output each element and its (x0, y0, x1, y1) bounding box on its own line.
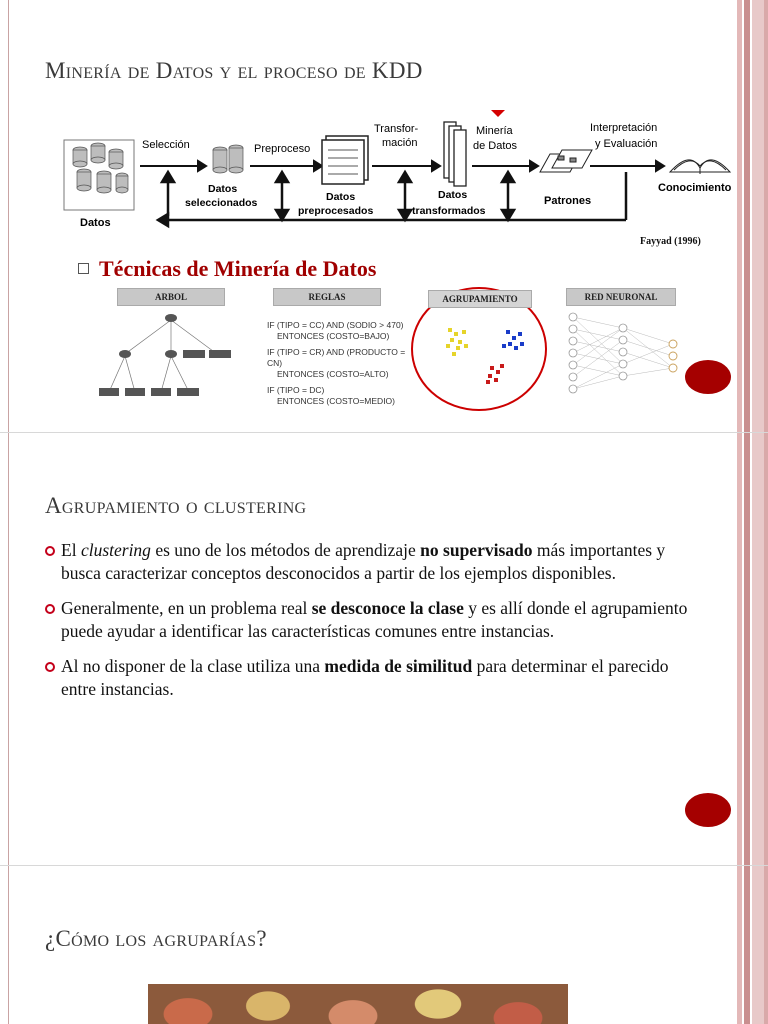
book-icon (670, 160, 730, 174)
highlight-arrow-icon (488, 110, 508, 117)
tree-label: ARBOL (117, 288, 225, 306)
rule-line: IF (TIPO = DC) (267, 385, 325, 395)
stacked-pages-icon (444, 122, 466, 186)
rule-line: IF (TIPO = CR) AND (PRODUCTO = CN) (267, 347, 406, 368)
bullet-item: El clustering es uno de los métodos de aprendizaje no supervisado más importantes y busca caracterizar conceptos desconocidos a partir de los ejemplos disponibles. (45, 539, 695, 584)
label-datos: Datos (80, 217, 111, 229)
kdd-process-diagram (60, 110, 737, 240)
slide-title: ¿Cómo los agruparías? (45, 926, 267, 951)
document-icon (322, 136, 368, 184)
bullet-dot-icon (45, 546, 55, 556)
label-patrones: Patrones (544, 195, 592, 207)
label-datos-pre-1: Datos (326, 191, 356, 203)
rule-line: ENTONCES (COSTO=BAJO) (277, 331, 390, 341)
slide-clustering (0, 433, 737, 865)
slide-title: Minería de Datos y el proceso de KDD (45, 58, 423, 83)
techniques-title: Técnicas de Minería de Datos (78, 256, 376, 282)
right-stripe-4 (764, 0, 768, 1024)
rule-line: ENTONCES (COSTO=ALTO) (277, 369, 389, 379)
square-bullet-icon (78, 263, 89, 274)
left-border (8, 866, 9, 1024)
label-seleccion: Selección (142, 139, 190, 151)
right-stripe-2 (744, 0, 750, 1024)
label-datos-sel-2: seleccionados (185, 197, 258, 209)
database-icon (64, 140, 134, 210)
slide-question (0, 866, 737, 1024)
label-conocimiento: Conocimiento (658, 182, 732, 194)
rule-line: ENTONCES (COSTO=MEDIO) (277, 396, 395, 406)
label-preproceso: Preproceso (254, 143, 311, 155)
bullet-item: Al no disponer de la clase utiliza una medida de similitud para determinar el parecido entre instancias. (45, 655, 695, 700)
label-transf-2: mación (382, 137, 418, 149)
left-border (8, 0, 9, 432)
right-stripe-1 (737, 0, 742, 1024)
slide-kdd (0, 0, 737, 432)
label-mineria-2: de Datos (473, 140, 518, 152)
label-mineria-1: Minería (476, 125, 513, 137)
rules-label: REGLAS (273, 288, 381, 306)
rules-text (267, 320, 422, 407)
label-transf-1: Transfor- (374, 123, 419, 135)
decorative-red-oval (685, 360, 731, 394)
label-datos-pre-2: preprocesados (298, 205, 374, 217)
bullet-list (45, 539, 695, 713)
selected-data-icon (213, 145, 243, 173)
citation: Fayyad (1996) (640, 236, 701, 247)
neural-net-label: RED NEURONAL (566, 288, 676, 306)
patterns-icon (540, 150, 592, 172)
label-datos-sel-1: Datos (208, 183, 238, 195)
label-interp-1: Interpretación (590, 122, 658, 134)
bullet-dot-icon (45, 604, 55, 614)
decision-tree-icon (95, 308, 245, 418)
potatoes-photo (148, 984, 568, 1024)
slide-title: Agrupamiento o clustering (45, 493, 307, 518)
clustering-label: AGRUPAMIENTO (428, 290, 532, 308)
label-datos-tr-2: transformados (412, 205, 486, 217)
bullet-dot-icon (45, 662, 55, 672)
label-interp-2: y Evaluación (595, 138, 658, 150)
label-datos-tr-1: Datos (438, 189, 468, 201)
bullet-item: Generalmente, en un problema real se desconoce la clase y es allí donde el agrupamiento puede ayudar a identificar las características comunes entre instancias. (45, 597, 695, 642)
neural-network-icon (566, 308, 686, 428)
left-border (8, 433, 9, 865)
rule-line: IF (TIPO = CC) AND (SODIO > 470) (267, 320, 404, 330)
decorative-red-oval (685, 793, 731, 827)
